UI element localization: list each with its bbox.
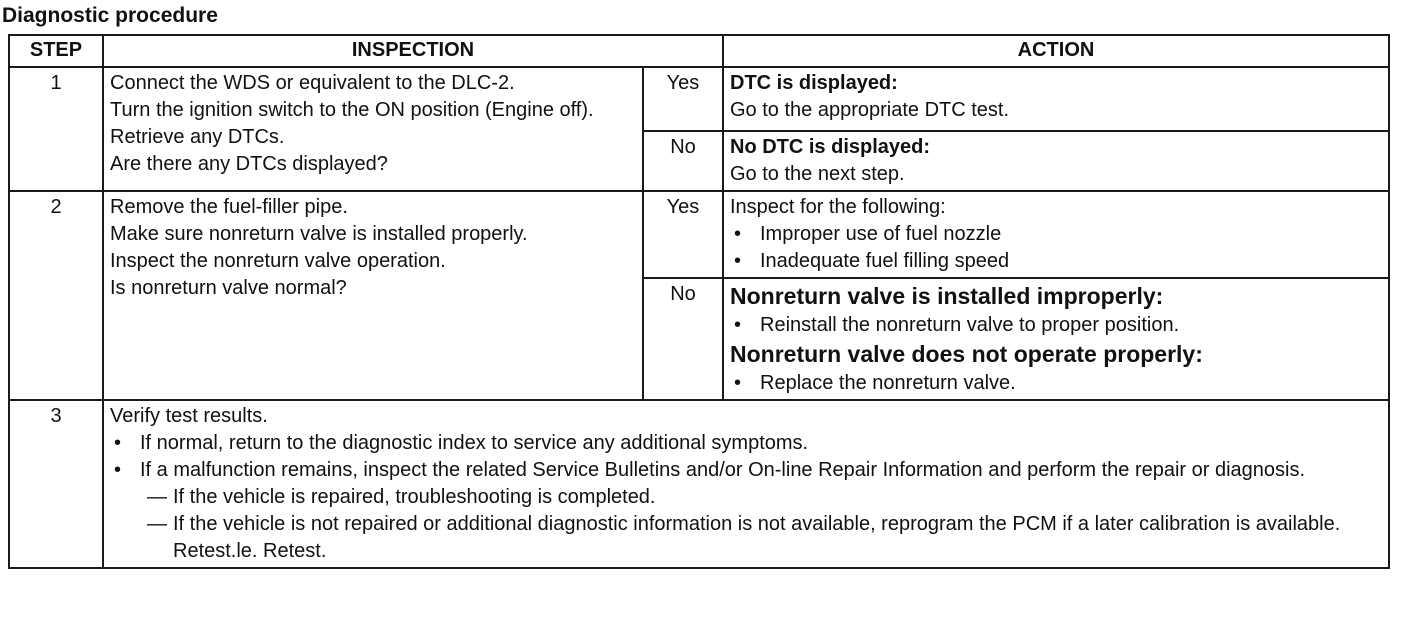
action-cell [723,191,1389,278]
inspection-line: Make sure nonreturn valve is installed properly. [110,223,528,245]
action-text: Go to the appropriate DTC test. [730,99,1010,121]
header-row [9,35,1389,67]
step-number: 3 [9,400,103,568]
list-item: • Replace the nonreturn valve. [760,370,1382,397]
step-number: 1 [9,67,103,191]
inspection-line: Verify test results. [110,405,268,427]
list-item [140,457,1382,565]
list-item: • Inadequate fuel filling speed [760,248,1382,275]
inspection-line: Connect the WDS or equivalent to the DLC-2. [110,72,515,94]
header-inspection: INSPECTION [103,35,723,67]
bullet-list [730,221,1382,275]
inspection-cell [103,400,1389,568]
inspection-cell [103,191,643,400]
action-text: Go to the next step. [730,163,905,185]
header-action: ACTION [723,35,1389,67]
table-row [9,67,1389,131]
no-label: No [643,278,723,400]
diagnostic-table [8,34,1390,569]
inspection-line: Retrieve any DTCs. [110,126,285,148]
no-label: No [643,131,723,191]
table-row [9,400,1389,568]
yes-label: Yes [643,67,723,131]
inspection-line: Is nonreturn valve normal? [110,277,347,299]
table-row [9,191,1389,278]
list-item: • If normal, return to the diagnostic index to service any additional symptoms. [140,430,1382,457]
bullet-list [730,312,1382,339]
bullet-list [110,430,1382,565]
inspection-line: Remove the fuel-filler pipe. [110,196,348,218]
action-heading: Nonreturn valve does not operate properly: [730,341,1203,367]
action-heading: No DTC is displayed: [730,136,931,158]
bullet-list [730,370,1382,397]
action-heading: DTC is displayed: [730,72,898,94]
list-item: — If the vehicle is repaired, troubleshooting is completed. [173,484,1382,511]
action-cell [723,131,1389,191]
action-heading: Nonreturn valve is installed improperly: [730,283,1164,309]
step-number: 2 [9,191,103,400]
inspection-line: Are there any DTCs displayed? [110,153,388,175]
list-item: — If the vehicle is not repaired or additional diagnostic information is not available, reprogram the PCM if a later calibration is available. Retest.le. Retest. [173,511,1382,565]
page-title: Diagnostic procedure [2,4,218,27]
inspection-line: Turn the ignition switch to the ON position (Engine off). [110,99,594,121]
list-item-text: If a malfunction remains, inspect the related Service Bulletins and/or On-line Repair Information and perform the repair or diagnosis. [140,459,1306,481]
inspection-line: Inspect the nonreturn valve operation. [110,250,446,272]
yes-label: Yes [643,191,723,278]
list-item: • Improper use of fuel nozzle [760,221,1382,248]
header-step: STEP [9,35,103,67]
action-cell [723,67,1389,131]
action-text: Inspect for the following: [730,196,946,218]
dash-list [140,484,1382,565]
list-item: • Reinstall the nonreturn valve to proper position. [760,312,1382,339]
inspection-cell [103,67,643,191]
action-cell [723,278,1389,400]
